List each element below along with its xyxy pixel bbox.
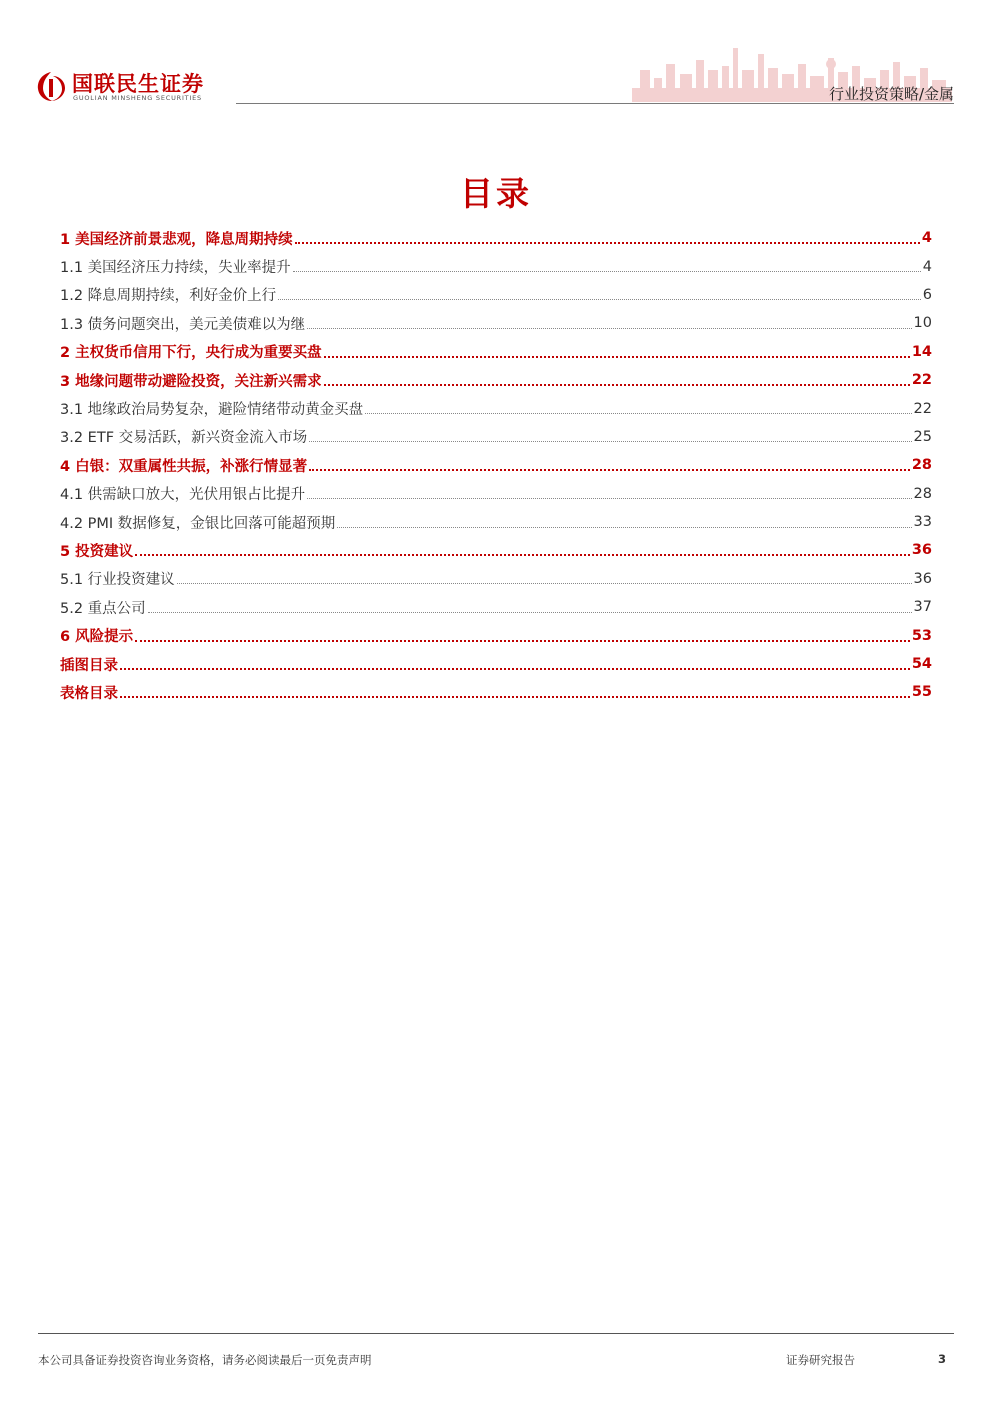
- toc-entry-label: 1.3 债务问题突出，美元美债难以为继: [60, 316, 306, 333]
- company-name-cn: 国联民生证券: [72, 72, 204, 96]
- toc-entry-page: 36: [913, 570, 932, 587]
- toc-entry-label: 4.1 供需缺口放大，光伏用银占比提升: [60, 487, 306, 504]
- page-header: [0, 0, 992, 110]
- toc-entry-page: 37: [913, 599, 932, 616]
- toc-dot-leader: [120, 682, 910, 698]
- toc-entry-label: 1.1 美国经济压力持续，失业率提升: [60, 260, 291, 277]
- toc-dot-leader: [324, 370, 910, 386]
- toc-entry-label: 2 主权货币信用下行，央行成为重要买盘: [60, 345, 322, 362]
- toc-entry-section[interactable]: [60, 621, 932, 649]
- toc-entry-subsection[interactable]: [60, 565, 932, 593]
- toc-dot-leader: [148, 598, 912, 613]
- toc-entry-section[interactable]: [60, 678, 932, 706]
- toc-entry-page: 28: [911, 457, 932, 474]
- company-name-en: GUOLIAN MINSHENG SECURITIES: [73, 94, 202, 102]
- toc-entry-label: 6 风险提示: [60, 629, 134, 646]
- toc-entry-subsection[interactable]: [60, 281, 932, 309]
- toc-entry-page: 4: [921, 230, 932, 247]
- toc-dot-leader: [307, 314, 911, 329]
- report-category: 行业投资策略/金属: [828, 85, 954, 103]
- toc-dot-leader: [337, 513, 911, 528]
- toc-entry-page: 54: [911, 656, 932, 673]
- toc-entry-page: 55: [911, 684, 932, 701]
- toc-entry-section[interactable]: [60, 650, 932, 678]
- toc-entry-page: 22: [911, 372, 932, 389]
- toc-entry-section[interactable]: [60, 338, 932, 366]
- toc-entry-page: 22: [913, 400, 932, 417]
- toc-dot-leader: [309, 427, 911, 442]
- toc-dot-leader: [307, 484, 911, 499]
- toc-entry-subsection[interactable]: [60, 423, 932, 451]
- toc-entry-page: 53: [911, 627, 932, 644]
- toc-entry-page: 25: [913, 428, 932, 445]
- toc-title: 目录: [460, 174, 532, 213]
- toc-entry-section[interactable]: [60, 451, 932, 479]
- toc-dot-leader: [177, 569, 912, 584]
- toc-entry-label: 1.2 降息周期持续，利好金价上行: [60, 288, 277, 305]
- toc-entry-label: 插图目录: [60, 657, 118, 674]
- footer-disclaimer: 本公司具备证券投资咨询业务资格，请务必阅读最后一页免责声明: [38, 1353, 372, 1367]
- page-number: 3: [938, 1352, 947, 1366]
- toc-entry-label: 5.1 行业投资建议: [60, 572, 175, 589]
- toc-entry-label: 3.2 ETF 交易活跃，新兴资金流入市场: [60, 430, 308, 447]
- toc-entry-subsection[interactable]: [60, 252, 932, 280]
- toc-entry-page: 14: [911, 343, 932, 360]
- toc-entry-label: 3 地缘问题带动避险投资，关注新兴需求: [60, 373, 322, 390]
- toc-entry-label: 1 美国经济前景悲观，降息周期持续: [60, 231, 293, 248]
- toc-dot-leader: [135, 540, 910, 556]
- footer-divider: [38, 1333, 954, 1334]
- logo-mark-icon: [36, 70, 66, 102]
- toc-entry-page: 28: [913, 485, 932, 502]
- toc-entry-page: 4: [922, 258, 932, 275]
- toc-entry-label: 5.2 重点公司: [60, 600, 146, 617]
- toc-entry-page: 36: [911, 542, 932, 559]
- toc-entry-section[interactable]: [60, 224, 932, 252]
- toc-entry-label: 5 投资建议: [60, 543, 134, 560]
- report-type: 证券研究报告: [786, 1353, 855, 1367]
- toc-dot-leader: [120, 654, 910, 670]
- toc-entry-page: 10: [913, 315, 932, 332]
- toc-dot-leader: [309, 455, 910, 471]
- toc-dot-leader: [293, 257, 921, 272]
- toc-entry-section[interactable]: [60, 366, 932, 394]
- toc-entry-subsection[interactable]: [60, 394, 932, 422]
- toc-entry-subsection[interactable]: [60, 508, 932, 536]
- toc-dot-leader: [278, 285, 921, 300]
- toc-entry-label: 4.2 PMI 数据修复，金银比回落可能超预期: [60, 515, 336, 532]
- toc-entry-section[interactable]: [60, 536, 932, 564]
- toc-entry-subsection[interactable]: [60, 480, 932, 508]
- toc-entry-subsection[interactable]: [60, 593, 932, 621]
- table-of-contents: [60, 224, 932, 707]
- toc-entry-label: 3.1 地缘政治局势复杂，避险情绪带动黄金买盘: [60, 402, 364, 419]
- toc-entry-label: 4 白银：双重属性共振，补涨行情显著: [60, 458, 308, 475]
- toc-entry-subsection[interactable]: [60, 309, 932, 337]
- toc-dot-leader: [365, 399, 911, 414]
- toc-entry-label: 表格目录: [60, 685, 118, 702]
- toc-dot-leader: [295, 228, 920, 244]
- toc-entry-page: 6: [922, 286, 932, 303]
- toc-entry-page: 33: [913, 514, 932, 531]
- toc-dot-leader: [324, 342, 910, 358]
- toc-dot-leader: [135, 626, 910, 642]
- company-logo: [36, 66, 236, 106]
